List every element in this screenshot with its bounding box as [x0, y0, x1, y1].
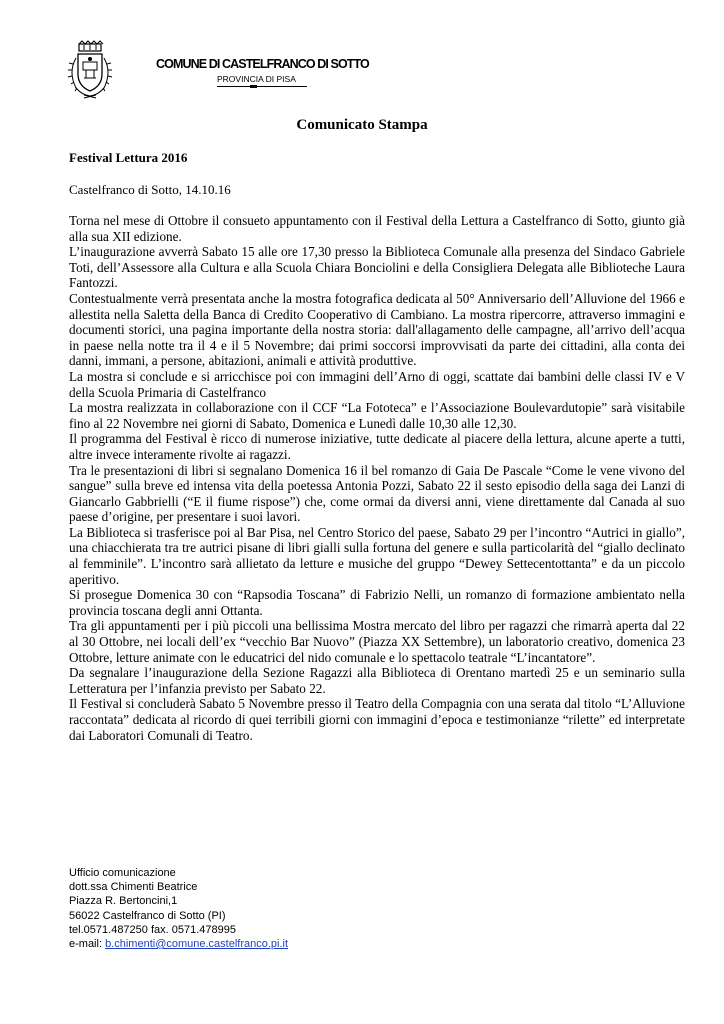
document-title: Comunicato Stampa	[296, 117, 428, 133]
press-release-body	[69, 213, 685, 743]
document-subtitle: Festival Lettura 2016	[69, 150, 188, 165]
contact-footer	[69, 866, 288, 951]
letterhead-rule-mark	[250, 85, 257, 88]
paragraph: Si prosegue Domenica 30 con “Rapsodia Toscana” di Fabrizio Nelli, un romanzo di formazione ambientato nella provincia toscana degli anni Ottanta.	[69, 587, 685, 618]
paragraph: Il programma del Festival è ricco di numerose iniziative, tutte dedicate al piacere della lettura, alcune aperte a tutti, altre invece interamente rivolte ai ragazzi.	[69, 431, 685, 462]
email-link[interactable]: b.chimenti@comune.castelfranco.pi.it	[105, 938, 289, 951]
paragraph: L’inaugurazione avverrà Sabato 15 alle ore 17,30 presso la Biblioteca Comunale alla presenza del Sindaco Gabriele Toti, dell’Assessore alla Cultura e alla Scuola Chiara Bonciolini e della Consigliera Delegata alle Biblioteche Laura Fantozzi.	[69, 244, 685, 291]
place-date: Castelfranco di Sotto, 14.10.16	[69, 182, 231, 197]
paragraph: Tra gli appuntamenti per i più piccoli una bellissima Mostra mercato del libro per ragazzi che rimarrà aperta dal 22 al 30 Ottobre, nei locali dell’ex “vecchio Bar Nuovo” (Piazza XX Settembre), un laboratorio creativo, domenica 23 Ottobre, letture animate con le educatrici del nido comunale e lo spettacolo teatrale “L’incantatore”.	[69, 618, 685, 665]
org-province: PROVINCIA DI PISA	[217, 74, 296, 84]
paragraph: La Biblioteca si trasferisce poi al Bar Pisa, nel Centro Storico del paese, Sabato 29 per l’incontro “Autrici in giallo”, una chiacchierata tra tre autrici pisane di libri gialli sulla fortuna del genere e sulla particolarità del “giallo declinato al femminile”. L’incontro sarà allietato da letture e musiche del gruppo “Dewey Settecentottanta” e da un piccolo aperitivo.	[69, 524, 685, 587]
footer-email-line	[69, 937, 288, 951]
footer-city: 56022 Castelfranco di Sotto (PI)	[69, 909, 226, 922]
paragraph: Contestualmente verrà presentata anche la mostra fotografica dedicata al 50° Anniversario dell’Alluvione del 1966 e allestita nella Saletta della Banca di Credito Cooperativo di Cambiano. La mostra ripercorre, attraverso immagini e documenti storici, una pagina importante della nostra storia: dall'allagamento delle campagne, all’arrivo dell’acqua in paese nella notte tra il 4 e il 5 Novembre; dai primi soccorsi improvvisati da parte dei cittadini, alla conta dei danni, immani, a persone, abitazioni, animali e attività produttive.	[69, 290, 685, 369]
letterhead	[66, 40, 686, 100]
footer-phone-fax: tel.0571.487250 fax. 0571.478995	[69, 923, 236, 936]
footer-contact-name: dott.ssa Chimenti Beatrice	[69, 881, 198, 894]
letterhead-rule	[217, 86, 307, 87]
paragraph: La mostra realizzata in collaborazione con il CCF “La Fototeca” e l’Associazione Boulevardutopie” sarà visitabile fino al 22 Novembre nei giorni di Sabato, Domenica e Lunedì dalle 10,30 alle 12,30.	[69, 400, 685, 431]
municipal-coat-of-arms-icon	[66, 40, 114, 100]
org-name: COMUNE DI CASTELFRANCO DI SOTTO	[156, 57, 369, 71]
paragraph: Tra le presentazioni di libri si segnalano Domenica 16 il bel romanzo di Gaia De Pascale “Come le vene vivono del sangue” sulla breve ed intensa vita della poetessa Antonia Pozzi, Sabato 22 il sesto episodio della saga dei Lanzi di Giancarlo Gabbrielli (“E il fiume rispose”) che, come ormai da diversi anni, viene direttamente dal Canada al suo paese d’origine, per presentare i suoi lavori.	[69, 462, 685, 525]
paragraph: Da segnalare l’inaugurazione della Sezione Ragazzi alla Biblioteca di Orentano martedì 25 e un seminario sulla Letteratura per l’infanzia previsto per Sabato 22.	[69, 665, 685, 696]
footer-street: Piazza R. Bertoncini,1	[69, 895, 178, 908]
footer-office: Ufficio comunicazione	[69, 867, 176, 879]
paragraph: La mostra si conclude e si arricchisce poi con immagini dell’Arno di oggi, scattate dai bambini delle classi IV e V della Scuola Primaria di Castelfranco	[69, 368, 685, 400]
footer-email-label: e-mail:	[69, 938, 106, 951]
paragraph: Torna nel mese di Ottobre il consueto appuntamento con il Festival della Lettura a Castelfranco di Sotto, giunto già alla sua XII edizione.	[69, 213, 685, 244]
paragraph: Il Festival si concluderà Sabato 5 Novembre presso il Teatro della Compagnia con una serata dal titolo “L’Alluvione raccontata” dedicata al ricordo di quei terribili giorni con immagini d’epoca e testimonianze “rilette” ed interpretate dai Laboratori Comunali di Teatro.	[69, 696, 685, 743]
